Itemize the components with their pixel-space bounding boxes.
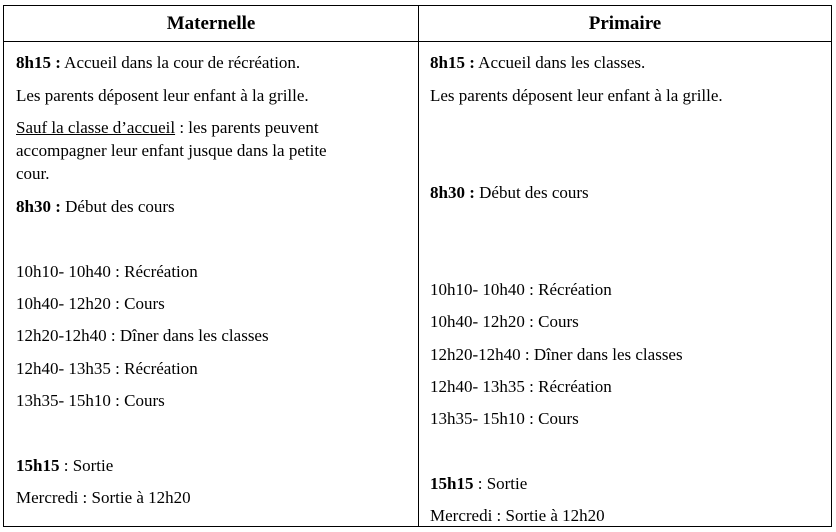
- maternelle-debut-time: 8h30 :: [16, 197, 61, 216]
- maternelle-sortie: [16, 456, 113, 476]
- maternelle-debut-text: Début des cours: [60, 197, 175, 216]
- maternelle-schedule-item: 12h20-12h40 : Dîner dans les classes: [16, 326, 269, 345]
- maternelle-sauf-text-3: cour.: [16, 164, 50, 183]
- maternelle-sauf-text-1: : les parents peuvent: [175, 118, 319, 137]
- primaire-accueil-time: 8h15 :: [430, 53, 475, 72]
- schedule-table: [3, 5, 832, 527]
- primaire-schedule-item: 13h35- 15h10 : Cours: [430, 409, 579, 428]
- column-divider: [418, 6, 419, 526]
- maternelle-sortie-time: 15h15: [16, 456, 60, 475]
- primaire-schedule-item: 10h10- 10h40 : Récréation: [430, 280, 612, 299]
- primaire-schedule-item: 10h40- 12h20 : Cours: [430, 312, 579, 331]
- header-divider: [4, 41, 831, 42]
- primaire-accueil-text: Accueil dans les classes.: [474, 53, 646, 72]
- maternelle-debut: [16, 197, 175, 217]
- primaire-schedule-item: 12h40- 13h35 : Récréation: [430, 377, 612, 396]
- primaire-accueil: [430, 53, 645, 73]
- maternelle-schedule-item: 10h40- 12h20 : Cours: [16, 294, 165, 313]
- primaire-sortie: [430, 474, 527, 494]
- maternelle-sauf-text-2: accompagner leur enfant jusque dans la petite: [16, 141, 327, 160]
- primaire-sortie-time: 15h15: [430, 474, 474, 493]
- primaire-schedule-item: 12h20-12h40 : Dîner dans les classes: [430, 345, 683, 364]
- maternelle-accueil: [16, 53, 300, 73]
- primaire-debut-time: 8h30 :: [430, 183, 475, 202]
- maternelle-sauf: [16, 118, 319, 138]
- maternelle-sauf-label: Sauf la classe d’accueil: [16, 118, 176, 137]
- header-maternelle: Maternelle: [166, 13, 256, 34]
- maternelle-mercredi: Mercredi : Sortie à 12h20: [16, 488, 191, 507]
- primaire-debut-text: Début des cours: [474, 183, 589, 202]
- primaire-debut: [430, 183, 589, 203]
- maternelle-schedule-item: 13h35- 15h10 : Cours: [16, 391, 165, 410]
- maternelle-sortie-text: : Sortie: [59, 456, 114, 475]
- primaire-sortie-text: : Sortie: [473, 474, 528, 493]
- maternelle-accueil-time: 8h15 :: [16, 53, 61, 72]
- maternelle-schedule-item: 12h40- 13h35 : Récréation: [16, 359, 198, 378]
- primaire-mercredi: Mercredi : Sortie à 12h20: [430, 506, 605, 525]
- maternelle-schedule-item: 10h10- 10h40 : Récréation: [16, 262, 198, 281]
- maternelle-accueil-text: Accueil dans la cour de récréation.: [60, 53, 301, 72]
- primaire-parents-grille: Les parents déposent leur enfant à la grille.: [430, 86, 723, 105]
- maternelle-parents-grille: Les parents déposent leur enfant à la grille.: [16, 86, 309, 105]
- header-primaire: Primaire: [588, 13, 662, 34]
